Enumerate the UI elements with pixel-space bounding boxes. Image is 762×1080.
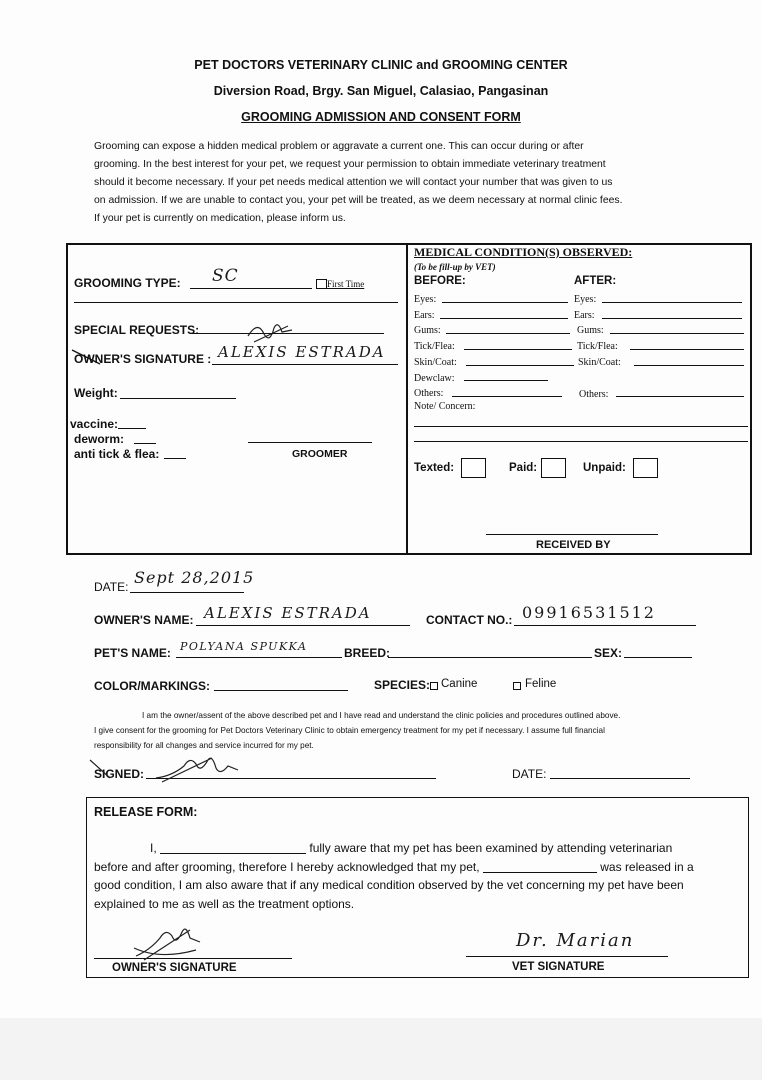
pet-name-field[interactable] [176, 657, 342, 658]
vet-signature-field[interactable] [466, 956, 668, 957]
anti-tick-field[interactable] [164, 458, 186, 459]
before-label: BEFORE: [414, 275, 466, 287]
before-item-dewclaw: Dewclaw: [414, 372, 455, 384]
release-pet-field[interactable] [483, 860, 597, 873]
owner-name-value: ALEXIS ESTRADA [204, 604, 372, 622]
date-value: Sept 28,2015 [134, 568, 255, 587]
deworm-label: deworm: [74, 432, 125, 446]
texted-label: Texted: [414, 462, 455, 474]
before-ears-field[interactable] [440, 318, 568, 319]
texted-checkbox[interactable] [461, 458, 486, 478]
first-time-checkbox[interactable] [316, 279, 327, 289]
vaccine-label: vaccine: [70, 417, 119, 431]
release-line-1-text: fully aware that my pet has been examined by attending veterinarian [309, 841, 673, 855]
vaccine-field[interactable] [118, 428, 146, 429]
clinic-name: PET DOCTORS VETERINARY CLINIC and GROOMING CENTER [194, 58, 568, 72]
sex-field[interactable] [624, 657, 692, 658]
owner-name-field[interactable] [196, 625, 410, 626]
after-gums-field[interactable] [610, 333, 744, 334]
after-items [574, 292, 621, 402]
after-label: AFTER: [574, 275, 617, 287]
consent-date-label: DATE: [512, 767, 547, 781]
intro-paragraph [94, 138, 714, 228]
vet-signature-label: VET SIGNATURE [512, 961, 605, 973]
after-ears-field[interactable] [602, 318, 742, 319]
weight-field[interactable] [120, 398, 236, 399]
before-skin-field[interactable] [466, 365, 574, 366]
after-item-eyes: Eyes: [574, 294, 597, 305]
contact-label: CONTACT NO.: [426, 613, 513, 627]
unpaid-label: Unpaid: [583, 462, 626, 474]
before-item-gums: Gums: [414, 325, 441, 337]
grooming-extra-line[interactable] [74, 302, 398, 303]
scan-bottom-edge [0, 1018, 762, 1080]
after-item-skin-coat: Skin/Coat: [578, 356, 621, 368]
owner-name-label: OWNER'S NAME: [94, 613, 194, 627]
medical-subheading: (To be fill-up by VET) [414, 262, 496, 272]
before-item-tick-flea: Tick/Flea: [414, 341, 455, 353]
release-line-2-end: was released in a [600, 859, 694, 874]
consent-line: responsibility for all changes and service incurred for my pet. [94, 741, 314, 750]
received-by-field[interactable] [486, 534, 658, 535]
owner-signature-value: ALEXIS ESTRADA [218, 343, 386, 361]
breed-label: BREED: [344, 646, 391, 660]
box-divider [406, 243, 408, 555]
intro-line: grooming. In the best interest for your pet, we request your permission to obtain immediate veterinary treatment [94, 159, 606, 170]
intro-line: If your pet is currently on medication, please inform us. [94, 213, 346, 224]
intro-line: should it become necessary. If your pet needs medical attention we will contact your number that was given to us [94, 177, 613, 188]
canine-label: Canine [441, 678, 478, 690]
clinic-address: Diversion Road, Brgy. San Miguel, Calasiao, Pangasinan [213, 84, 549, 98]
before-items [414, 292, 457, 402]
canine-checkbox[interactable] [430, 682, 438, 690]
initials-signature-mark [244, 318, 296, 348]
release-i-label: I, [150, 841, 157, 855]
weight-label: Weight: [74, 386, 118, 400]
release-title: RELEASE FORM: [94, 805, 198, 819]
strike-mark [70, 340, 220, 370]
contact-value: 09916531512 [522, 603, 656, 622]
after-item-others: Others: [579, 388, 609, 400]
signature-mark [88, 752, 248, 788]
after-skin-field[interactable] [634, 365, 744, 366]
pet-name-value: POLYANA SPUKKA [180, 640, 308, 653]
release-name-field[interactable] [160, 841, 306, 854]
contact-field[interactable] [514, 625, 696, 626]
before-item-eyes: Eyes: [414, 294, 437, 305]
grooming-type-field[interactable] [190, 288, 312, 289]
breed-field[interactable] [388, 657, 592, 658]
received-by-label: RECEIVED BY [536, 539, 611, 551]
feline-checkbox[interactable] [513, 682, 521, 690]
owner-signature-label: OWNER'S SIGNATURE : [74, 352, 212, 366]
deworm-field[interactable] [134, 443, 156, 444]
after-item-tick-flea: Tick/Flea: [577, 341, 618, 353]
release-line-2-text: before and after grooming, therefore I hereby acknowledged that my pet, [94, 859, 480, 874]
release-line-1 [94, 839, 744, 858]
release-line-2 [94, 858, 744, 877]
color-markings-label: COLOR/MARKINGS: [94, 679, 210, 693]
note-label: Note/ Concern: [414, 401, 476, 412]
groomer-field[interactable] [248, 442, 372, 443]
special-requests-label: SPECIAL REQUESTS: [74, 323, 200, 337]
release-paragraph [94, 839, 744, 913]
date-field[interactable] [130, 592, 244, 593]
after-eyes-field[interactable] [602, 302, 742, 303]
note-line-2[interactable] [414, 441, 748, 442]
consent-line: I give consent for the grooming for Pet Doctors Veterinary Clinic to obtain emergency treatment for my pet if necessary. I assume full financial [94, 726, 605, 735]
species-label: SPECIES: [374, 678, 431, 692]
after-others-field[interactable] [616, 396, 744, 397]
medical-heading: MEDICAL CONDITION(S) OBSERVED: [414, 245, 633, 259]
signed-label: SIGNED: [94, 767, 145, 781]
grooming-type-label: GROOMING TYPE: [74, 276, 181, 290]
before-dewclaw-field[interactable] [464, 380, 548, 381]
release-line-3: good condition, I am also aware that if any medical condition observed by the vet concerning my pet have been [94, 878, 684, 892]
intro-line: Grooming can expose a hidden medical problem or aggravate a current one. This can occur during or after [94, 141, 584, 152]
anti-tick-label: anti tick & flea: [74, 447, 160, 461]
pet-name-label: PET'S NAME: [94, 646, 171, 660]
form-title: GROOMING ADMISSION AND CONSENT FORM [241, 110, 521, 124]
after-item-ears: Ears: [574, 309, 595, 321]
date-label: DATE: [94, 580, 129, 594]
before-tick-field[interactable] [464, 349, 572, 350]
note-line-1[interactable] [414, 426, 748, 427]
before-item-others: Others: [414, 388, 444, 400]
consent-date-field[interactable] [550, 778, 690, 779]
owner-signature-field[interactable] [212, 364, 398, 365]
before-eyes-field[interactable] [442, 302, 568, 303]
feline-label: Feline [525, 678, 557, 690]
release-line-4: explained to me as well as the treatment options. [94, 896, 355, 911]
after-item-gums: Gums: [577, 325, 604, 337]
first-time-label: First Time [327, 279, 365, 289]
release-signature-mark [130, 920, 210, 964]
unpaid-checkbox[interactable] [633, 458, 658, 478]
paid-checkbox[interactable] [541, 458, 566, 478]
color-markings-field[interactable] [214, 690, 348, 691]
intro-line: on admission. If we are unable to contact you, your pet will be treated, as we deem necessary at normal clinic fees. [94, 195, 623, 206]
after-tick-field[interactable] [630, 349, 744, 350]
grooming-type-value: SC [212, 266, 239, 286]
before-gums-field[interactable] [446, 333, 570, 334]
before-others-field[interactable] [452, 396, 562, 397]
vet-signature-value: Dr. Marian [516, 930, 635, 951]
consent-line: I am the owner/assent of the above described pet and I have read and understand the clinic policies and procedures outlined above. [142, 711, 621, 720]
before-item-skin-coat: Skin/Coat: [414, 356, 457, 368]
release-owner-signature-label: OWNER'S SIGNATURE [112, 962, 237, 974]
paid-label: Paid: [509, 462, 538, 474]
sex-label: SEX: [594, 646, 623, 660]
consent-paragraph [94, 708, 734, 753]
groomer-label: GROOMER [292, 448, 348, 460]
before-item-ears: Ears: [414, 309, 435, 321]
